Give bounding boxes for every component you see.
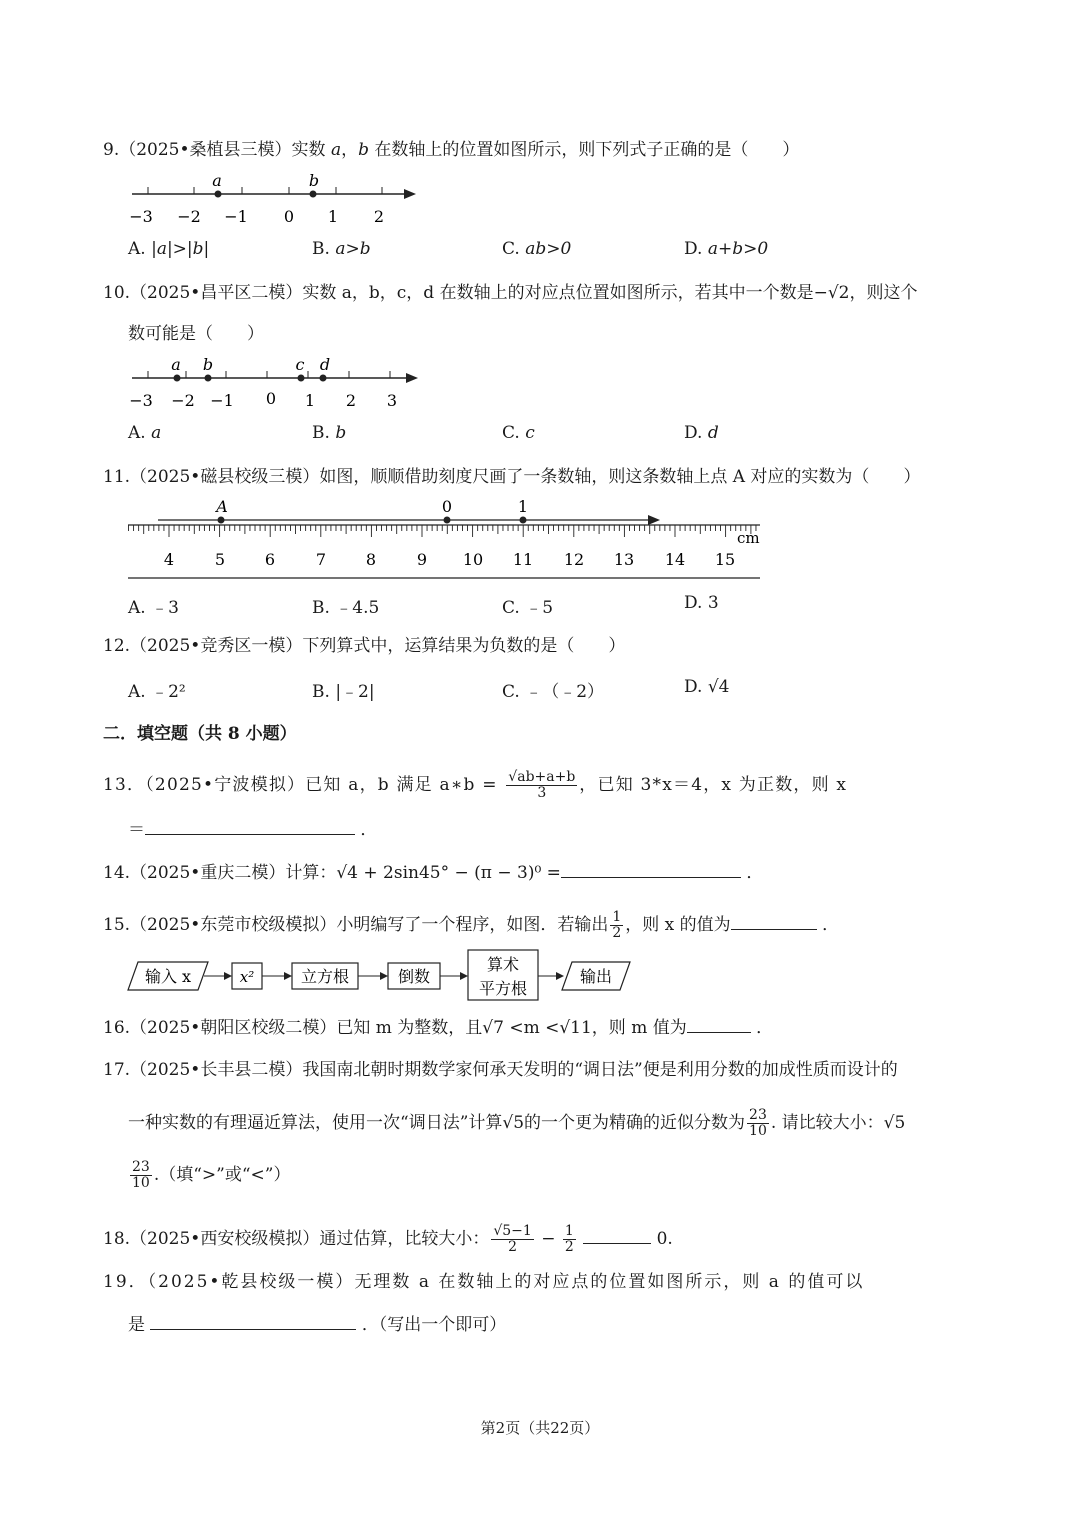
q15-flowchart	[124, 948, 644, 1004]
option-letter: B.	[312, 598, 330, 618]
q14-number: 14.	[103, 863, 131, 883]
q14-period: ．	[746, 863, 764, 883]
q10-stem-line1	[103, 281, 917, 305]
q11-option-c[interactable]	[502, 593, 553, 618]
q16-stem-text: 已知 m 为整数，且√7 <m <√11，则 m 值为	[336, 1018, 687, 1038]
option-text: ﹣4.5	[335, 598, 380, 618]
q10-tick: 1	[304, 391, 316, 410]
q10-option-a[interactable]	[128, 423, 161, 443]
q15-stem1: 小明编写了一个程序，如图．若输出	[336, 915, 609, 935]
q9-sep: ，	[341, 140, 359, 160]
flow-sqrt-label-1: 算术	[486, 955, 520, 974]
flow-output-label: 输出	[579, 967, 613, 986]
q13-stem-line1	[103, 770, 847, 801]
option-text: ﹣（﹣2）	[525, 682, 605, 702]
q17-source: （2025•长丰县二模）	[130, 1060, 303, 1080]
q9-option-a[interactable]	[128, 239, 209, 259]
q18-number: 18.	[103, 1229, 131, 1249]
option-text: a+b>0	[707, 239, 769, 259]
q10-point-label: d	[319, 355, 331, 374]
q13-source: （2025•宁波模拟）	[145, 775, 306, 795]
q13-period: ．	[360, 820, 378, 840]
q11-number: 11.	[103, 467, 131, 487]
q10-tick: 2	[345, 391, 357, 410]
option-text: d	[707, 423, 719, 443]
q9-option-d[interactable]	[684, 239, 768, 259]
q11-ruler-figure	[124, 494, 768, 584]
q17-frac-den: 10	[749, 1123, 767, 1139]
q10-stem1: 实数 a，b，c，d 在数轴上的对应点位置如图所示，若其中一个数是−√2，则这个	[302, 283, 918, 303]
flow-square-label: x²	[239, 968, 255, 986]
option-letter: D.	[684, 593, 703, 613]
option-text: ab>0	[525, 239, 572, 259]
q11-ruler-number: 15	[714, 550, 736, 569]
page-footer: 第2页（共22页）	[480, 1419, 600, 1437]
q9-option-b[interactable]	[312, 239, 371, 259]
option-letter: C.	[502, 682, 520, 702]
option-letter: A.	[128, 423, 146, 443]
option-text: |﹣2|	[335, 682, 375, 702]
q9-point-b	[310, 191, 317, 198]
q15-frac-den: 2	[612, 925, 622, 941]
q11-option-b[interactable]	[312, 593, 379, 618]
section-heading-fill-blank: 二．填空题（共 8 小题）	[103, 724, 297, 744]
q10-stem-line2	[128, 322, 264, 346]
q11-stem-text: 如图，顺顺借助刻度尺画了一条数轴，则这条数轴上点 A 对应的实数为（	[319, 467, 870, 487]
q17-line3-text: .（填“>”或“<”）	[153, 1165, 291, 1185]
q11-ruler-number: 7	[315, 550, 327, 569]
q15-number: 15.	[103, 915, 131, 935]
q15-source: （2025•东莞市校级模拟）	[130, 915, 337, 935]
q13-number: 13．	[103, 775, 146, 795]
q19-answer-blank[interactable]	[150, 1313, 356, 1330]
q15-stem2: ，则 x 的值为	[625, 915, 731, 935]
q11-ruler-unit: cm	[737, 529, 760, 547]
q9-point-a	[215, 191, 222, 198]
q19-suffix: ．（写出一个即可）	[361, 1315, 507, 1335]
q16-answer-blank[interactable]	[687, 1016, 751, 1033]
q9-tick: 2	[373, 207, 385, 226]
q18-fraction-2	[563, 1224, 576, 1255]
q11-axis-label: 1	[517, 497, 529, 516]
q10-point-label: a	[171, 355, 181, 374]
q13-frac-den: 3	[537, 785, 547, 801]
q11-ruler-number: 13	[613, 550, 635, 569]
q18-zero: 0.	[656, 1229, 673, 1249]
q12-option-d[interactable]	[684, 677, 730, 697]
q10-point-c	[298, 375, 305, 382]
q13-stem2: ，已知 3*x＝4，x 为正数，则 x	[579, 775, 848, 795]
flow-reciprocal-label: 倒数	[397, 967, 431, 986]
q10-tick: −3	[129, 391, 153, 410]
q14-stem	[103, 861, 763, 885]
option-text: c	[525, 423, 535, 443]
q9-tick: −1	[224, 207, 248, 226]
q13-stem1: 已知 a，b 满足 a∗b =	[305, 775, 498, 795]
q11-point-a	[218, 517, 225, 524]
q9-stem	[103, 138, 799, 162]
q19-line1-text: 无理数 a 在数轴上的对应点的位置如图所示，则 a 的值可以	[354, 1272, 865, 1292]
q9-stem-a: 实数	[291, 140, 326, 160]
q9-tick: −2	[177, 207, 201, 226]
q10-point-label: b	[202, 355, 214, 374]
q9-point-a-label: a	[212, 171, 222, 190]
q11-stem	[103, 465, 920, 489]
q18-frac2-den: 2	[564, 1239, 574, 1255]
q10-tick: −1	[210, 391, 234, 410]
q11-option-d[interactable]	[684, 593, 719, 613]
q12-number: 12.	[103, 636, 131, 656]
q10-point-b	[205, 375, 212, 382]
q10-stem2: 数可能是（	[128, 324, 213, 344]
flow-sqrt-label-2: 平方根	[478, 979, 528, 998]
q12-option-a[interactable]	[128, 677, 186, 702]
q17-line2	[128, 1108, 905, 1139]
option-letter: A.	[128, 598, 146, 618]
q10-tick: 0	[265, 389, 277, 408]
option-letter: C.	[502, 598, 520, 618]
q11-point-1	[520, 517, 527, 524]
q17-fraction	[747, 1108, 769, 1139]
q18-source: （2025•西安校级模拟）	[130, 1229, 320, 1249]
q15-period: ．	[822, 915, 840, 935]
q11-ruler-number: 4	[163, 550, 175, 569]
q17-number: 17.	[103, 1060, 131, 1080]
q13-answer-blank[interactable]	[145, 818, 355, 835]
q9-source: （2025•桑植县三模）	[119, 140, 292, 160]
q17-line2a: 一种实数的有理逼近算法，使用一次“调日法”计算√5的一个更为精确的近似分数为	[128, 1113, 746, 1133]
q9-paren: ）	[782, 140, 800, 160]
q9-stem-b: 在数轴上的位置如图所示，则下列式子正确的是（	[374, 140, 749, 160]
option-text: ﹣2²	[151, 682, 186, 702]
option-letter: B.	[312, 239, 330, 259]
q9-point-b-label: b	[308, 171, 320, 190]
q18-fraction-1	[491, 1224, 533, 1255]
q16-number: 16.	[103, 1018, 131, 1038]
q12-paren: ）	[608, 636, 626, 656]
q19-source: （2025•乾县校级一模）	[147, 1272, 355, 1292]
option-text: |a|>|b|	[151, 239, 210, 259]
q9-tick: 1	[327, 207, 339, 226]
q12-source: （2025•竞秀区一模）	[130, 636, 303, 656]
q10-option-c[interactable]	[502, 423, 535, 443]
q10-tick: 3	[386, 391, 398, 410]
q10-option-d[interactable]	[684, 423, 719, 443]
q18-answer-blank[interactable]	[583, 1227, 651, 1244]
q9-tick: 0	[283, 207, 295, 226]
q18-stem	[103, 1224, 673, 1255]
option-letter: C.	[502, 239, 520, 259]
q11-ruler-number: 11	[512, 550, 534, 569]
q10-tick: −2	[171, 391, 195, 410]
q9-number-line	[120, 170, 430, 232]
option-text: ﹣5	[525, 598, 554, 618]
q16-period: ．	[756, 1018, 774, 1038]
q17-frac-num: 23	[132, 1159, 150, 1175]
option-letter: A.	[128, 239, 146, 259]
option-letter: C.	[502, 423, 520, 443]
option-letter: A.	[128, 682, 146, 702]
q14-stem-text: 计算：√4 + 2sin45° − (π − 3)⁰ =	[285, 863, 561, 883]
q17-line1	[103, 1058, 898, 1082]
q15-frac-num: 1	[612, 909, 622, 925]
q17-frac-num: 23	[749, 1107, 767, 1123]
q15-fraction	[610, 910, 623, 941]
option-text: √4	[707, 677, 730, 697]
q18-stem-text: 通过估算，比较大小：	[319, 1229, 490, 1249]
q13-equals: ＝	[128, 820, 145, 840]
q11-ruler-number: 14	[664, 550, 686, 569]
option-text: ﹣3	[151, 598, 179, 618]
q17-line2b: . 请比较大小：√5	[770, 1113, 906, 1133]
q12-stem	[103, 634, 625, 658]
q11-source: （2025•磁县校级三模）	[130, 467, 320, 487]
q19-prefix: 是	[128, 1315, 145, 1335]
q14-source: （2025•重庆二模）	[130, 863, 286, 883]
q11-ruler-number: 8	[365, 550, 377, 569]
q11-axis-label: A	[216, 497, 228, 516]
flow-cube-root-label: 立方根	[300, 967, 350, 986]
option-letter: B.	[312, 423, 330, 443]
option-text: a	[151, 423, 162, 443]
q10-paren: ）	[247, 324, 264, 344]
q10-option-b[interactable]	[312, 423, 346, 443]
q17-line1-text: 我国南北朝时期数学家何承天发明的“调日法”便是利用分数的加成性质而设计的	[302, 1060, 898, 1080]
q13-fraction	[506, 770, 577, 801]
q19-line2	[128, 1313, 506, 1337]
option-text: a>b	[335, 239, 371, 259]
q11-ruler-number: 5	[214, 550, 226, 569]
q18-frac1-den: 2	[508, 1239, 518, 1255]
flow-input-label: 输入 x	[144, 967, 192, 986]
q10-point-label: c	[295, 355, 305, 374]
q18-minus: −	[541, 1229, 556, 1249]
option-letter: D.	[684, 239, 703, 259]
q9-tick: −3	[129, 207, 153, 226]
option-text: 3	[707, 593, 719, 613]
q17-fraction-2	[130, 1160, 152, 1191]
q12-stem-text: 下列算式中，运算结果为负数的是（	[302, 636, 575, 656]
q14-answer-blank[interactable]	[561, 861, 741, 878]
q11-ruler-number: 9	[416, 550, 428, 569]
q11-point-0	[444, 517, 451, 524]
q11-option-a[interactable]	[128, 593, 179, 618]
q11-paren: ）	[903, 467, 921, 487]
q11-ruler-number: 12	[563, 550, 585, 569]
q19-line1	[103, 1270, 864, 1294]
option-letter: D.	[684, 677, 703, 697]
q17-line3	[128, 1160, 290, 1191]
q16-source: （2025•朝阳区校级二模）	[130, 1018, 337, 1038]
q19-number: 19．	[103, 1272, 148, 1292]
q10-source: （2025•昌平区二模）	[130, 283, 303, 303]
q11-axis-label: 0	[441, 497, 453, 516]
option-text: b	[335, 423, 347, 443]
q10-point-d	[320, 375, 327, 382]
q9-number: 9.	[103, 140, 120, 160]
q15-stem	[103, 910, 839, 941]
q12-option-c[interactable]	[502, 677, 604, 702]
q12-option-b[interactable]	[312, 677, 375, 702]
q10-number-line	[120, 354, 430, 416]
q10-number: 10.	[103, 283, 131, 303]
q9-option-c[interactable]	[502, 239, 571, 259]
q15-answer-blank[interactable]	[731, 913, 817, 930]
option-letter: B.	[312, 682, 330, 702]
q18-frac1-num: √5−1	[493, 1223, 532, 1239]
q9-var-b: b	[358, 140, 369, 160]
q16-stem	[103, 1016, 773, 1040]
q11-ruler-number: 10	[462, 550, 484, 569]
q13-frac-num: √ab+a+b	[508, 769, 576, 785]
q11-ruler-number: 6	[264, 550, 276, 569]
q9-var-a: a	[330, 140, 342, 160]
q13-answer-line	[128, 818, 377, 842]
option-letter: D.	[684, 423, 703, 443]
q17-frac-den: 10	[132, 1175, 150, 1191]
q10-point-a	[174, 375, 181, 382]
q18-frac2-num: 1	[564, 1223, 574, 1239]
